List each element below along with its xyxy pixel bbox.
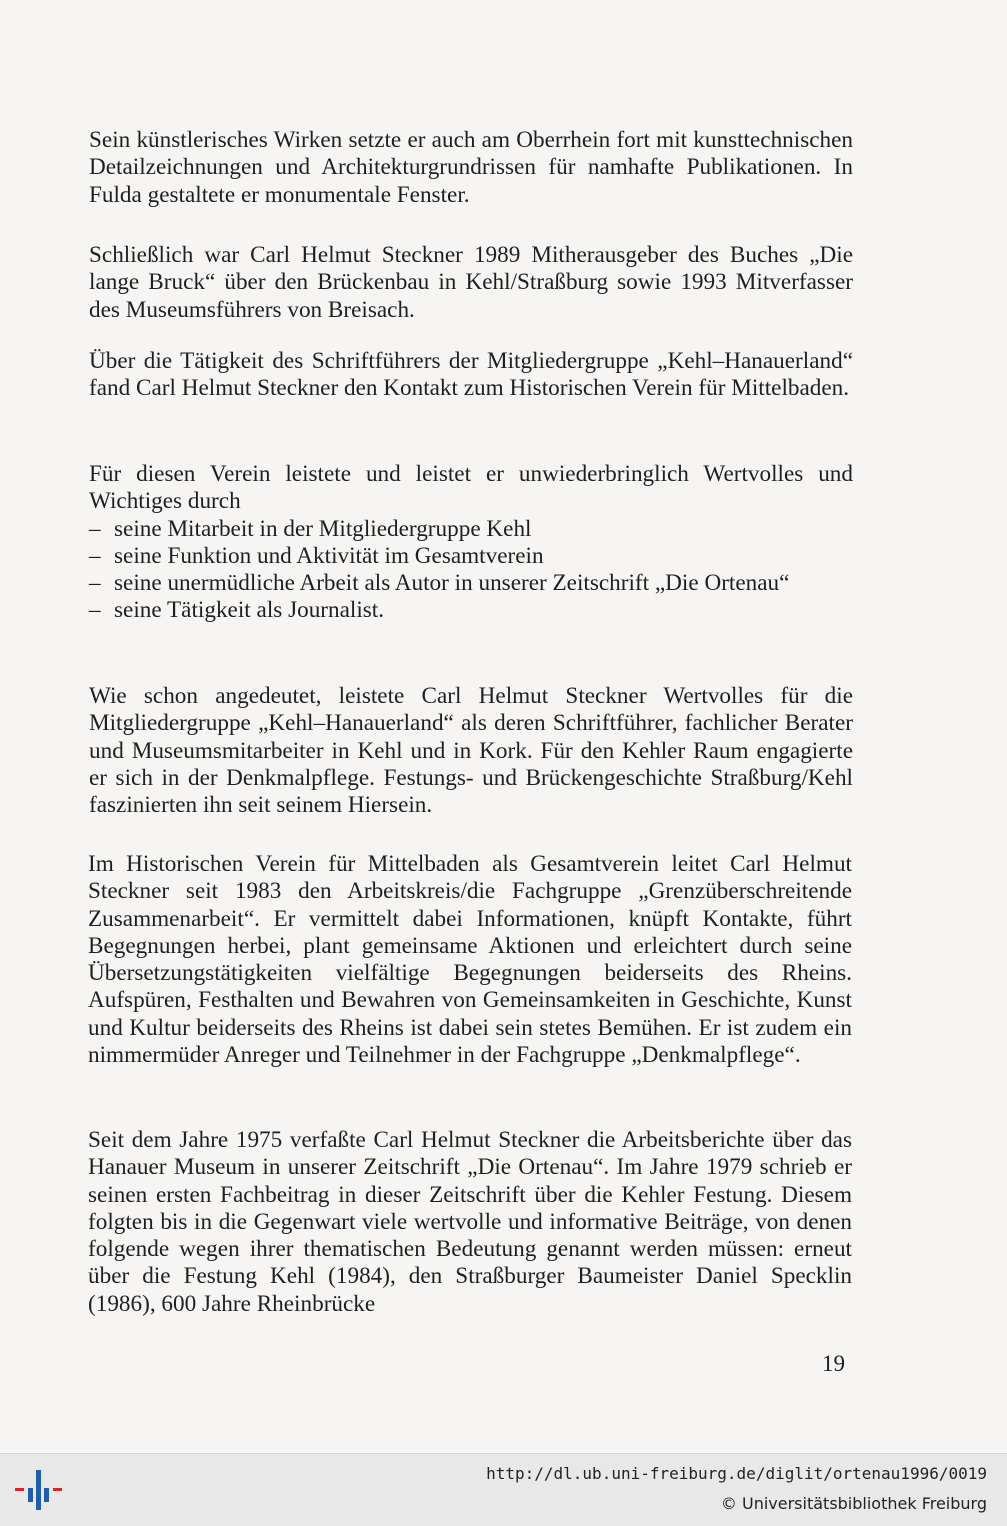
paragraph-5-text: Wie schon angedeutet, leistete Carl Helmut Steckner Wertvolles für die Mitgliedergruppe „Kehl–Hanauerland“ als deren Schriftführer, fachlicher Berater und Museumsmitarbeiter in Kehl und in Kork. Für den Kehler Raum engagierte er sich in der Denkmalpflege. Festungs- und Brückengeschichte Straßburg/Kehl faszinierten ihn seit seinem Hiersein. <box>89 683 853 819</box>
list-item: – seine Funktion und Aktivität im Gesamtverein <box>89 543 853 570</box>
list-item: – seine Tätigkeit als Journalist. <box>89 597 853 624</box>
paragraph-5 <box>89 683 853 819</box>
library-footer <box>0 1453 1007 1526</box>
ub-freiburg-logo-icon[interactable] <box>14 1467 62 1513</box>
paragraph-7-text: Seit dem Jahre 1975 verfaßte Carl Helmut Steckner die Arbeitsberichte über das Hanauer Museum in unserer Zeitschrift „Die Ortenau“. Im Jahre 1979 schrieb er seinen ersten Fachbeitrag in dieser Zeitschrift über die Kehler Festung. Diesem folgten bis in die Gegenwart viele wertvolle und informative Beiträge, von denen folgende wegen ihrer thematischen Bedeutung genannt werden müssen: erneut über die Festung Kehl (1984), den Straßburger Baumeister Daniel Specklin (1986), 600 Jahre Rheinbrücke <box>88 1127 852 1317</box>
paragraph-7 <box>88 1127 852 1318</box>
paragraph-2 <box>89 242 853 324</box>
paragraph-4-intro: Für diesen Verein leistete und leistet er unwiederbringlich Wertvolles und Wichtiges durch <box>89 461 853 515</box>
list-item: – seine unermüdliche Arbeit als Autor in unserer Zeitschrift „Die Ortenau“ <box>89 570 853 597</box>
contribution-list <box>89 516 853 625</box>
paragraph-6-text: Im Historischen Verein für Mittelbaden als Gesamtverein leitet Carl Helmut Steckner seit 1983 den Arbeitskreis/die Fachgruppe „Grenzüberschreitende Zusammenarbeit“. Er vermittelt dabei Informationen, knüpft Kontakte, führt Begegnungen herbei, plant gemeinsame Aktionen und erleichtert durch seine Übersetzungstätigkeiten vielfältige Begegnungen beiderseits des Rheins. Aufspüren, Festhalten und Bewahren von Gemeinsamkeiten in Geschichte, Kunst und Kultur beiderseits des Rheins ist dabei sein stetes Bemühen. Er ist zudem ein nimmermüder Anreger und Teilnehmer in der Fachgruppe „Denkmalpflege“. <box>88 851 852 1069</box>
paragraph-2-text: Schließlich war Carl Helmut Steckner 1989 Mitherausgeber des Buches „Die lange Bruck“ über den Brückenbau in Kehl/Straßburg sowie 1993 Mitverfasser des Museumsführers von Breisach. <box>89 242 853 323</box>
list-item: – seine Mitarbeit in der Mitgliedergruppe Kehl <box>89 516 853 543</box>
paragraph-3-text: Über die Tätigkeit des Schriftführers der Mitgliedergruppe „Kehl–Hanauerland“ fand Carl Helmut Steckner den Kontakt zum Historischen Verein für Mittelbaden. <box>89 348 853 402</box>
paragraph-1 <box>89 127 853 209</box>
document-url-link[interactable]: http://dl.ub.uni-freiburg.de/diglit/ortenau1996/0019 <box>486 1464 987 1483</box>
copyright-notice: © Universitätsbibliothek Freiburg <box>720 1494 987 1513</box>
page-number: 19 <box>822 1351 845 1376</box>
paragraph-4 <box>89 461 853 625</box>
paragraph-6 <box>88 851 852 1069</box>
paragraph-3 <box>89 348 853 403</box>
paragraph-1-text: Sein künstlerisches Wirken setzte er auch am Oberrhein fort mit kunsttechnischen Detailzeichnungen und Architekturgrundrissen für namhafte Publikationen. In Fulda gestaltete er monumentale Fenster. <box>89 127 853 208</box>
